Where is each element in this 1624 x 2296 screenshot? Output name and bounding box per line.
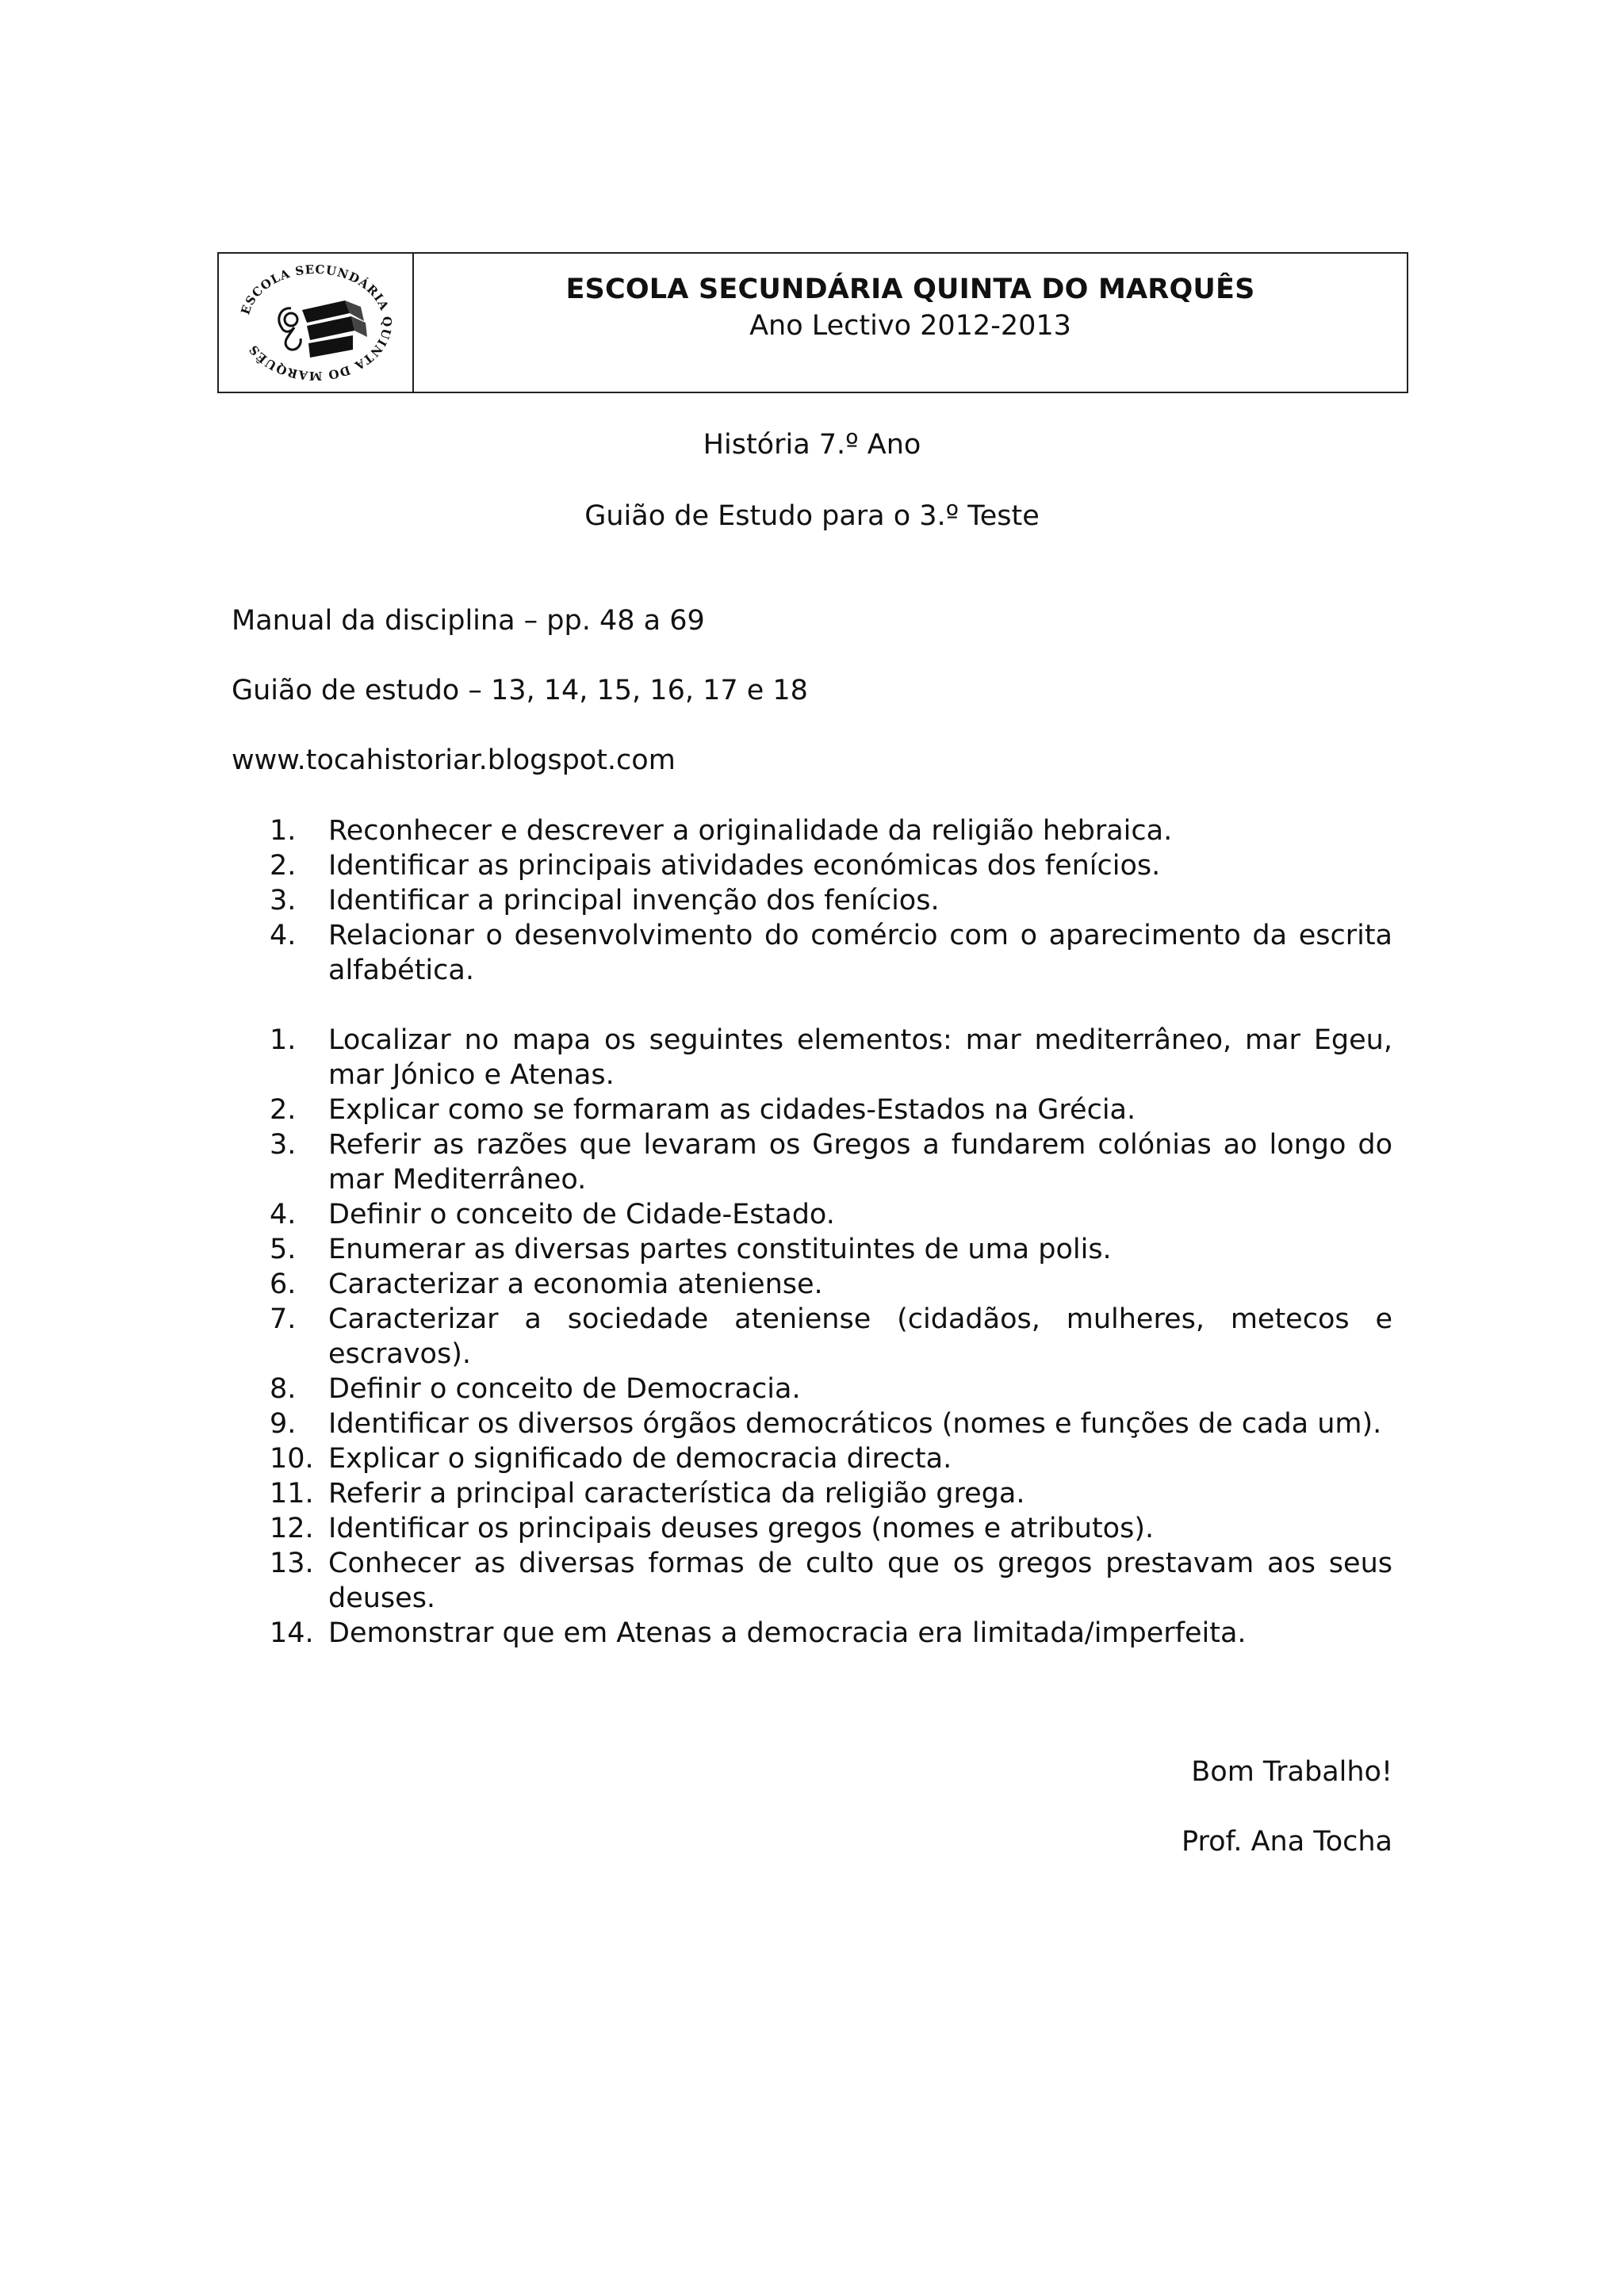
svg-text:ESCOLA SECUNDÁRIA QUINTA DO MA: ESCOLA SECUNDÁRIA QUINTA DO MARQUÊS — [238, 262, 395, 384]
school-name: ESCOLA SECUNDÁRIA QUINTA DO MARQUÊS — [565, 274, 1255, 305]
list-item-text: Definir o conceito de Democracia. — [328, 1373, 801, 1405]
list-item-number: 3. — [270, 1129, 297, 1161]
list-item-text: Conhecer as diversas formas de culto que os gregos prestavam aos seus deuses. — [328, 1548, 1392, 1614]
list-item-number: 6. — [270, 1269, 297, 1300]
school-year: Ano Lectivo 2012-2013 — [749, 310, 1071, 342]
list-item-number: 9. — [270, 1408, 297, 1440]
guide-reference: Guião de estudo – 13, 14, 15, 16, 17 e 18 — [232, 675, 808, 706]
school-logo-cell — [219, 254, 414, 392]
list-item — [270, 1023, 1392, 1093]
list-item-text: Identificar a principal invenção dos fenícios. — [328, 885, 940, 916]
list-item — [270, 1511, 1392, 1546]
list-item — [270, 1406, 1392, 1441]
list-item — [270, 1441, 1392, 1476]
list-item-number: 1. — [270, 815, 297, 847]
guide-title: Guião de Estudo para o 3.º Teste — [584, 500, 1040, 532]
list-item-text: Identificar as principais atividades económicas dos fenícios. — [328, 850, 1161, 882]
list-item-text: Identificar os principais deuses gregos (nomes e atributos). — [328, 1513, 1155, 1544]
closing-greeting: Bom Trabalho! — [1191, 1756, 1392, 1788]
list-item-text: Demonstrar que em Atenas a democracia era limitada/imperfeita. — [328, 1617, 1247, 1649]
list-item — [270, 1197, 1392, 1232]
objectives-list-2 — [270, 1023, 1392, 1651]
objectives-list-1 — [270, 813, 1392, 988]
list-item-text: Referir a principal característica da religião grega. — [328, 1478, 1025, 1510]
list-item-text: Reconhecer e descrever a originalidade da religião hebraica. — [328, 815, 1173, 847]
list-item — [270, 1476, 1392, 1511]
list-item — [270, 1093, 1392, 1127]
list-item-number: 2. — [270, 1094, 297, 1126]
list-item-number: 13. — [270, 1548, 314, 1579]
header-title-cell — [414, 254, 1407, 392]
list-item — [270, 1302, 1392, 1372]
list-item-number: 14. — [270, 1617, 314, 1649]
list-item-number: 4. — [270, 920, 297, 951]
subject-heading: História 7.º Ano — [703, 429, 921, 461]
list-item — [270, 1546, 1392, 1616]
list-item — [270, 1232, 1392, 1267]
list-item — [270, 1127, 1392, 1197]
header-box — [217, 252, 1408, 393]
list-item-text: Enumerar as diversas partes constituintes de uma polis. — [328, 1234, 1112, 1265]
list-item-text: Relacionar o desenvolvimento do comércio com o aparecimento da escrita alfabética. — [328, 920, 1392, 986]
list-item-number: 7. — [270, 1303, 297, 1335]
list-item-text: Referir as razões que levaram os Gregos a fundarem colónias ao longo do mar Mediterrâneo. — [328, 1129, 1392, 1196]
teacher-signature: Prof. Ana Tocha — [1182, 1826, 1392, 1858]
list-item — [270, 1267, 1392, 1302]
list-item — [270, 1616, 1392, 1651]
list-item-text: Caracterizar a economia ateniense. — [328, 1269, 823, 1300]
list-item-number: 11. — [270, 1478, 314, 1510]
list-item-number: 4. — [270, 1199, 297, 1230]
list-item-number: 8. — [270, 1373, 297, 1405]
list-item — [270, 918, 1392, 988]
list-item-number: 12. — [270, 1513, 314, 1544]
list-item-number: 5. — [270, 1234, 297, 1265]
website-reference: www.tocahistoriar.blogspot.com — [232, 744, 676, 776]
list-item — [270, 848, 1392, 883]
list-item-text: Explicar como se formaram as cidades-Estados na Grécia. — [328, 1094, 1136, 1126]
manual-reference: Manual da disciplina – pp. 48 a 69 — [232, 605, 705, 637]
list-item-number: 3. — [270, 885, 297, 916]
list-item-text: Identificar os diversos órgãos democráticos (nomes e funções de cada um). — [328, 1408, 1382, 1440]
list-item-number: 1. — [270, 1024, 297, 1056]
school-logo — [226, 259, 405, 386]
list-item — [270, 1372, 1392, 1406]
list-item-text: Localizar no mapa os seguintes elementos: mar mediterrâneo, mar Egeu, mar Jónico e Atenas. — [328, 1024, 1392, 1091]
list-item-number: 10. — [270, 1443, 314, 1475]
list-item-text: Explicar o significado de democracia directa. — [328, 1443, 952, 1475]
list-item — [270, 813, 1392, 848]
list-item-text: Definir o conceito de Cidade-Estado. — [328, 1199, 835, 1230]
list-item-text: Caracterizar a sociedade ateniense (cidadãos, mulheres, metecos e escravos). — [328, 1303, 1392, 1370]
list-item — [270, 883, 1392, 918]
list-item-number: 2. — [270, 850, 297, 882]
